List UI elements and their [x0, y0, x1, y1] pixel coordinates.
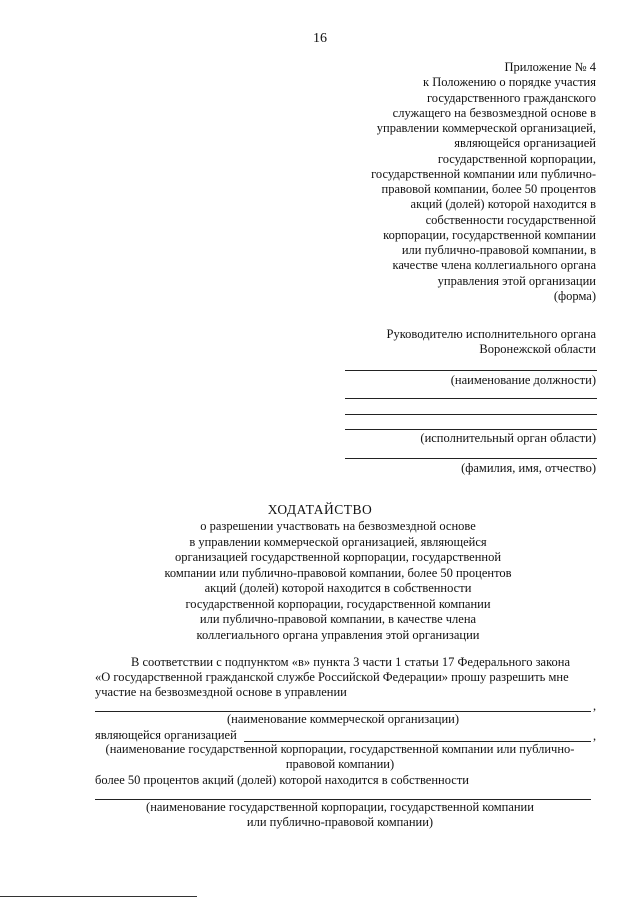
comma: ,	[593, 729, 597, 743]
appendix-line: правовой компании, более 50 процентов	[381, 182, 596, 196]
paragraph-line-2: «О государственной гражданской службе Российской Федерации» прошу разрешить мне	[95, 670, 569, 684]
appendix-line: управления этой организации	[437, 273, 596, 288]
subtitle-line: в управлении коммерческой организацией, являющейся	[189, 534, 487, 549]
appendix-line: являющейся организацией	[454, 136, 596, 151]
appendix-line: к Положению о порядке участия	[423, 75, 596, 90]
addressee-line-1: Руководителю исполнительного органа	[386, 327, 596, 341]
subtitle-line: о разрешении участвовать на безвозмездной основе	[200, 519, 476, 533]
appendix-line: государственной компании или публично-	[371, 166, 596, 181]
appendix-line: акций (долей) которой находится в	[410, 197, 596, 212]
paragraph-line-1: В соответствии с подпунктом «в» пункта 3 части 1 статьи 17 Федерального закона	[131, 655, 571, 669]
page-number: 16	[313, 31, 327, 46]
commercial-org-caption: (наименование коммерческой организации)	[226, 712, 460, 726]
subtitle-line: организацией государственной корпорации, государственной	[174, 550, 502, 564]
subtitle-line: государственной корпорации, государственной компании	[185, 596, 491, 611]
owner-caption-line-1: (наименование государственной корпорации, государственной компании	[146, 800, 534, 814]
owner-caption-line-2: или публично-правовой компании)	[246, 815, 434, 829]
position-field[interactable]	[345, 370, 597, 371]
subtitle-line: или публично-правовой компании, в качестве члена	[199, 612, 477, 626]
footnote-divider	[0, 896, 197, 897]
fio-field[interactable]	[345, 458, 597, 459]
subtitle-line: компании или публично-правовой компании, более 50 процентов	[164, 565, 512, 580]
ownership-line: более 50 процентов акций (долей) которой находится в собственности	[95, 773, 469, 787]
appendix-line: качестве члена коллегиального органа	[392, 258, 596, 273]
paragraph-line-3: участие на безвозмездной основе в управлении	[95, 685, 347, 699]
position-caption: (наименование должности)	[450, 373, 596, 387]
appendix-line: собственности государственной	[425, 212, 596, 227]
document-subtitle	[150, 519, 526, 643]
body-field-line-1[interactable]	[345, 398, 597, 399]
appendix-line: управлении коммерческой организацией,	[376, 121, 596, 135]
subtitle-line: акций (долей) которой находится в собственности	[204, 581, 472, 595]
comma: ,	[593, 699, 597, 713]
appendix-line: государственной корпорации,	[437, 151, 596, 166]
subtitle-line: коллегиального органа управления этой организации	[196, 627, 480, 642]
body-field-line-3[interactable]	[345, 429, 597, 430]
body-field-line-2[interactable]	[345, 414, 597, 415]
body-caption: (исполнительный орган области)	[420, 431, 596, 445]
appendix-line: служащего на безвозмездной основе в	[392, 105, 596, 120]
appendix-line: Приложение № 4	[504, 60, 596, 74]
fio-caption: (фамилия, имя, отчество)	[461, 461, 596, 475]
appendix-header	[300, 60, 596, 304]
document-title: ХОДАТАЙСТВО	[267, 502, 373, 517]
appendix-line: или публично-правовой компании, в	[401, 243, 596, 257]
addressee-line-2: Воронежской области	[479, 342, 596, 356]
appendix-line: (форма)	[553, 288, 596, 303]
corporation-caption-line-2: правовой компании)	[285, 757, 395, 771]
corporation-caption-line-1: (наименование государственной корпорации, государственной компании или публично-	[105, 742, 575, 756]
appendix-line: корпорации, государственной компании	[383, 227, 596, 242]
being-org-label: являющейся организацией	[95, 728, 237, 742]
appendix-line: государственного гражданского	[426, 90, 596, 105]
